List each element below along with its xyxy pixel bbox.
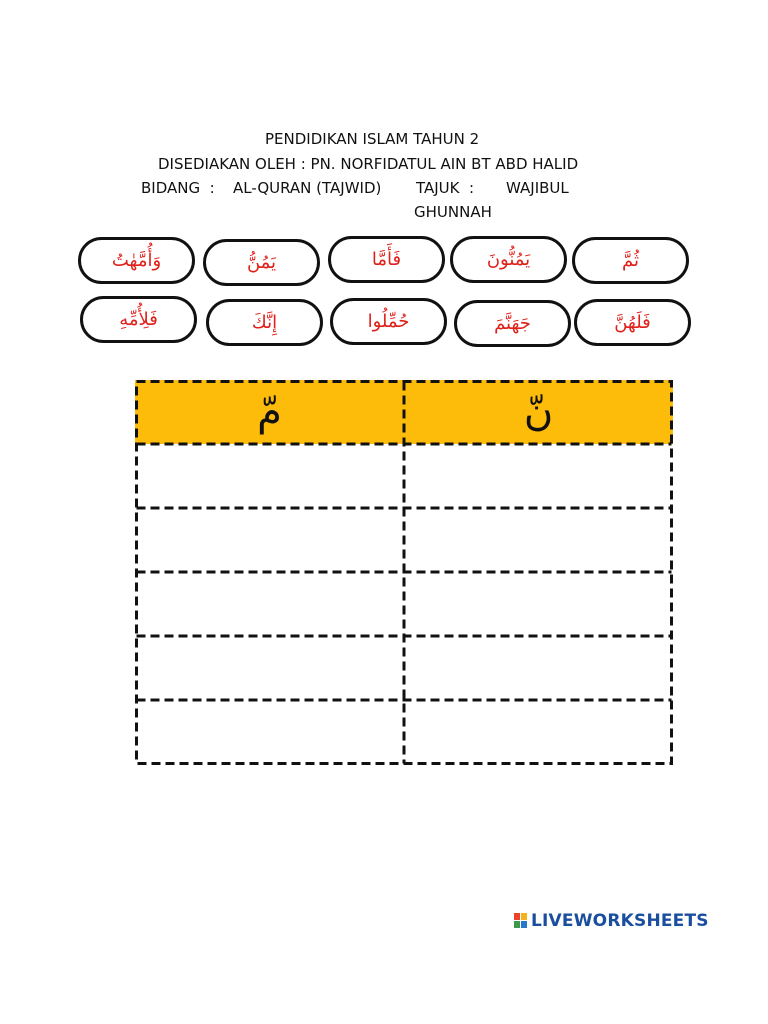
tajuk-value-1: WAJIBUL	[506, 179, 569, 197]
subject-title: PENDIDIKAN ISLAM TAHUN 2	[265, 130, 480, 148]
bidang-label: BIDANG :	[141, 179, 215, 197]
sorting-table	[135, 380, 673, 765]
tajuk-label: TAJUK :	[416, 179, 475, 197]
word-card[interactable]: جَهَنَّمَ	[454, 300, 571, 347]
drop-cell-mim[interactable]	[135, 636, 404, 700]
word-card[interactable]: إِنَّكَ	[206, 299, 323, 346]
column-header-mim: مّ	[135, 380, 404, 444]
word-card[interactable]: حُمِّلُوا	[330, 298, 447, 345]
drop-cell-mim[interactable]	[135, 444, 404, 508]
drop-cell-nun[interactable]	[404, 508, 673, 572]
word-card[interactable]: فَأَمَّا	[328, 236, 445, 283]
drop-cell-nun[interactable]	[404, 444, 673, 508]
liveworksheets-logo-icon	[514, 913, 528, 929]
bidang-value: AL-QURAN (TAJWID)	[233, 179, 382, 197]
tajuk-value-2: GHUNNAH	[414, 203, 492, 221]
word-card[interactable]: ثُمَّ	[572, 237, 689, 284]
drop-cell-mim[interactable]	[135, 508, 404, 572]
word-card[interactable]: فَلَهُنَّ	[574, 299, 691, 346]
drop-cell-nun[interactable]	[404, 636, 673, 700]
word-card[interactable]: يَمُنُّونَ	[450, 236, 567, 283]
liveworksheets-brand	[514, 909, 709, 933]
brand-name: LIVEWORKSHEETS	[531, 911, 709, 931]
drop-cell-nun[interactable]	[404, 572, 673, 636]
prepared-by: DISEDIAKAN OLEH : PN. NORFIDATUL AIN BT ABD HALID	[158, 155, 579, 173]
word-card[interactable]: وَأُمَّهٰتُ	[78, 237, 195, 284]
word-card[interactable]: يَمُنُّ	[203, 239, 320, 286]
column-header-nun: نّ	[404, 380, 673, 444]
word-card[interactable]: فَلِأُمِّهِ	[80, 296, 197, 343]
drop-cell-mim[interactable]	[135, 572, 404, 636]
drop-cell-nun[interactable]	[404, 700, 673, 764]
drop-cell-mim[interactable]	[135, 700, 404, 764]
